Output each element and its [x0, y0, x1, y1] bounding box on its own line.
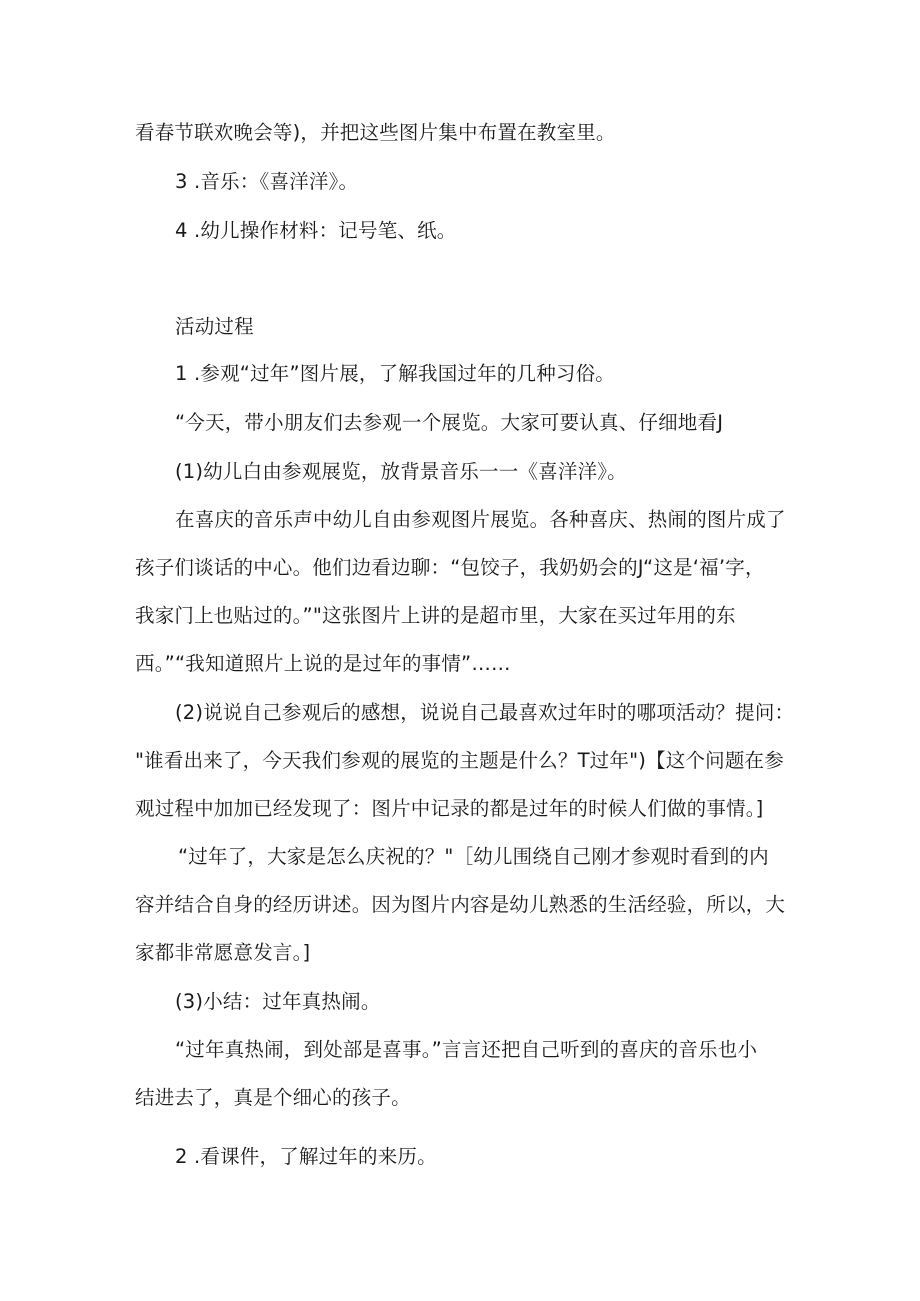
- text-line-para1-a: 在喜庆的音乐声中幼儿自由参观图片展览。各种喜庆、热闹的图片成了: [175, 508, 786, 531]
- text-line-step1: 1 .参观“过年”图片展，了解我国过年的几种习俗。: [175, 362, 616, 385]
- section-heading-activity-process: 活动过程: [175, 315, 254, 338]
- text-line-celebrate-a: “过年了，大家是怎么庆祝的？"［幼儿围绕自己刚才参观时看到的内: [178, 845, 769, 868]
- text-line-celebrate-c: 家都非常愿意发言。]: [135, 941, 311, 964]
- text-line-para1-b: 孩子们谈话的中心。他们边看边聊：“包饺子，我奶奶会的J“这是‘福’字，: [135, 556, 765, 579]
- text-line-step2: 2 .看课件，了解过年的来历。: [175, 1145, 437, 1168]
- text-line-child-materials: 4 .幼儿操作材料：记号笔、纸。: [175, 219, 457, 242]
- text-line-para1-d: 西。”“我知道照片上说的是过年的事情”……: [135, 652, 511, 675]
- text-line-quote-today: “今天，带小朋友们去参观一个展览。大家可要认真、仔细地看J: [175, 411, 724, 434]
- text-line-sub2-b: "谁看出来了，今天我们参观的展览的主题是什么？T过年")【这个问题在参: [135, 749, 784, 772]
- text-line-sub3: (3)小结：过年真热闹。: [175, 990, 381, 1013]
- text-line-music: 3 .音乐：《喜洋洋》。: [175, 170, 359, 193]
- text-line-sub1: (1)幼儿白由参观展览，放背景音乐一一《喜洋洋》。: [175, 460, 627, 483]
- text-line-sub2-a: (2)说说自己参观后的感想，说说自己最喜欢过年时的哪项活动？提问：: [175, 701, 795, 724]
- text-line-materials-end: 看春节联欢晚会等)，并把这些图片集中布置在教室里。: [135, 121, 616, 144]
- text-line-celebrate-b: 容并结合自身的经历讲述。因为图片内容是幼儿熟悉的生活经验，所以，大: [135, 893, 786, 916]
- text-line-sub2-c: 观过程中加加已经发现了：图片中记录的都是过年的时候人们做的事情。]: [135, 797, 764, 820]
- text-line-summary-a: “过年真热闹，到处部是喜事。”言言还把自己听到的喜庆的音乐也小: [175, 1038, 758, 1061]
- text-line-para1-c: 我家门上也贴过的。”"这张图片上讲的是超市里，大家在买过年用的东: [135, 604, 736, 627]
- text-line-summary-b: 结进去了，真是个细心的孩子。: [135, 1086, 411, 1109]
